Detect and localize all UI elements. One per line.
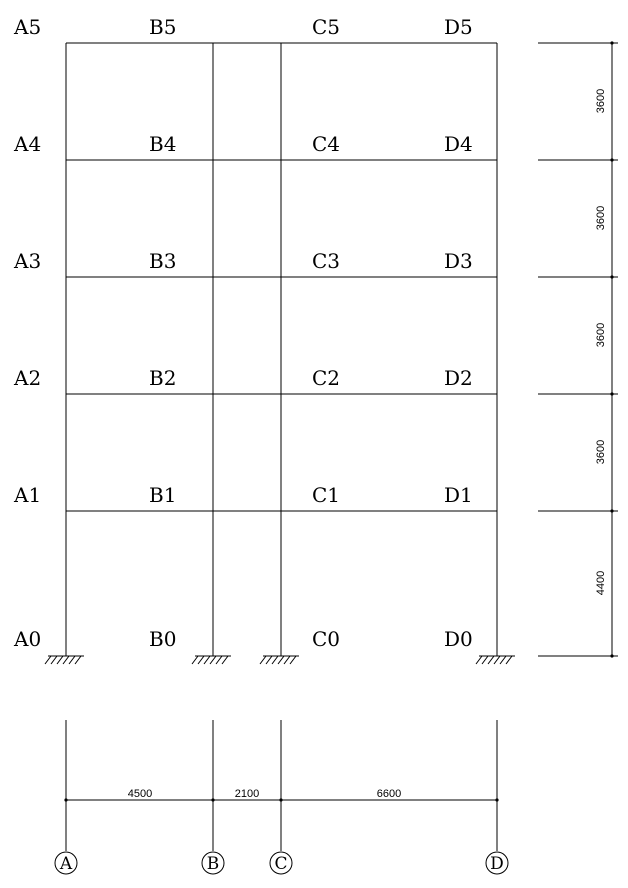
- support-C: [260, 656, 299, 664]
- node-label-C3: C3: [312, 249, 341, 273]
- dim-span-CD: 6600: [376, 788, 402, 800]
- axis-label-B: B: [206, 854, 220, 874]
- node-label-C2: C2: [312, 366, 341, 390]
- node-label-A0: A0: [14, 627, 42, 651]
- vertical-dimension: [538, 41, 618, 657]
- node-label-B2: B2: [149, 366, 177, 390]
- dim-story-3: 3600: [595, 322, 607, 348]
- node-label-B1: B1: [149, 483, 177, 507]
- node-label-C1: C1: [312, 483, 341, 507]
- support-B: [192, 656, 231, 664]
- node-label-A5: A5: [14, 15, 42, 39]
- axis-label-C: C: [274, 854, 288, 874]
- axis-bubbles: [55, 852, 508, 874]
- node-label-D0: D0: [444, 627, 473, 651]
- node-label-D4: D4: [444, 132, 473, 156]
- node-label-A4: A4: [14, 132, 42, 156]
- frame-lines: [66, 43, 497, 656]
- support-A: [45, 656, 84, 664]
- dim-story-4: 3600: [595, 205, 607, 231]
- node-label-A3: A3: [14, 249, 42, 273]
- node-label-D3: D3: [444, 249, 473, 273]
- horizontal-dimension: [64, 720, 498, 851]
- node-label-B4: B4: [149, 132, 177, 156]
- node-label-C5: C5: [312, 15, 341, 39]
- fixed-supports: [45, 656, 515, 664]
- dim-span-BC: 2100: [234, 788, 260, 800]
- axis-bubble-C: [270, 852, 292, 874]
- axis-label-A: A: [59, 854, 73, 874]
- dim-story-5: 3600: [595, 88, 607, 114]
- axis-label-D: D: [490, 854, 504, 874]
- dim-story-1: 4400: [595, 570, 607, 596]
- axis-bubble-A: [55, 852, 77, 874]
- node-label-D1: D1: [444, 483, 473, 507]
- node-label-B0: B0: [149, 627, 177, 651]
- axis-bubble-B: [202, 852, 224, 874]
- axis-bubble-D: [486, 852, 508, 874]
- node-label-B5: B5: [149, 15, 177, 39]
- dim-story-2: 3600: [595, 439, 607, 465]
- support-D: [476, 656, 515, 664]
- dim-span-AB: 4500: [127, 788, 153, 800]
- node-label-D5: D5: [444, 15, 473, 39]
- node-label-B3: B3: [149, 249, 177, 273]
- node-labels: [13, 15, 473, 651]
- node-label-A1: A1: [14, 483, 42, 507]
- node-label-C4: C4: [312, 132, 341, 156]
- node-label-D2: D2: [444, 366, 473, 390]
- node-label-A2: A2: [14, 366, 42, 390]
- node-label-C0: C0: [312, 627, 341, 651]
